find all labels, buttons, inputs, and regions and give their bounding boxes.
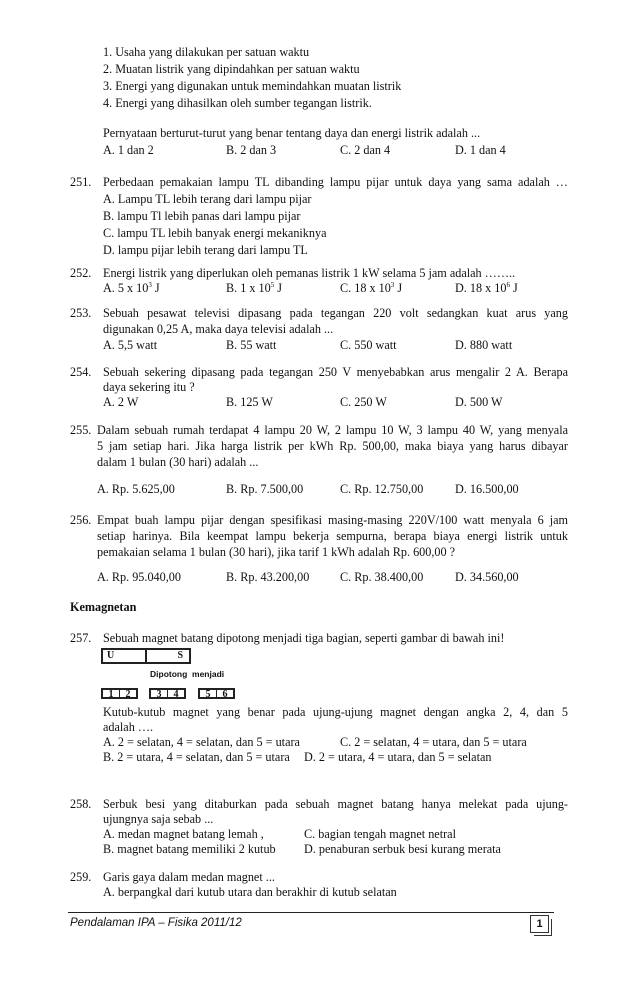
question-number: 258. — [70, 797, 92, 811]
question-number: 259. — [70, 870, 92, 884]
question-text: digunakan 0,25 A, maka daya televisi adalah ... — [103, 322, 334, 336]
option-c: C. lampu TL lebih banyak energi mekaniknya — [103, 226, 327, 240]
magnet-bar — [101, 648, 191, 664]
option-d: D. penaburan serbuk besi kurang merata — [304, 842, 501, 856]
option-b: B. 125 W — [226, 395, 273, 409]
question-text: setiap harinya. Bila keempat lampu bekerja sempurna, berapa biaya energi listrik untuk — [97, 529, 568, 543]
piece-end-label: 1 — [103, 690, 120, 697]
option-a: A. 2 = selatan, 4 = selatan, dan 5 = utara — [103, 735, 300, 749]
question-text: Dalam sebuah rumah terdapat 4 lampu 20 W, 2 lampu 10 W, 3 lampu 40 W, yang menyala — [97, 423, 568, 437]
question-text: dalam 1 bulan (30 hari) adalah ... — [97, 455, 259, 469]
option-a: A. medan magnet batang lemah , — [103, 827, 264, 841]
piece-end-label: 3 — [151, 690, 168, 697]
question-text: ujungnya saja sebab ... — [103, 812, 214, 826]
option-a: A. Lampu TL lebih terang dari lampu pijar — [103, 192, 312, 206]
question-text: Serbuk besi yang ditaburkan pada sebuah magnet batang hanya melekat pada ujung- — [103, 797, 568, 811]
option-d: D. 16.500,00 — [455, 482, 519, 496]
question-text: Sebuah sekering dipasang pada tegangan 250 V menyebabkan arus mengalir 2 A. Berapa — [103, 365, 568, 379]
piece-end-label: 2 — [125, 689, 131, 700]
option-b: B. 2 dan 3 — [226, 143, 277, 157]
option-b: B. lampu Tl lebih panas dari lampu pijar — [103, 209, 301, 223]
option-c: C. 2 = selatan, 4 = utara, dan 5 = utara — [340, 735, 527, 749]
option-c: C. Rp. 12.750,00 — [340, 482, 424, 496]
question-number: 254. — [70, 365, 92, 379]
piece-end-label: 5 — [200, 690, 217, 697]
question-text: pemakaian selama 1 bulan (30 hari), jika tarif 1 kWh adalah Rp. 600,00 ? — [97, 545, 456, 559]
piece-end-label: 6 — [222, 689, 228, 700]
magnet-piece — [198, 688, 235, 699]
question-text: 5 jam setiap hari. Jika harga listrik per kWh Rp. 500,00, maka biaya yang harus dibayar — [97, 439, 568, 453]
option-c: C. 2 dan 4 — [340, 143, 391, 157]
option-d: D. 500 W — [455, 395, 503, 409]
option-a: A. Rp. 95.040,00 — [97, 570, 181, 584]
footer-text: Pendalaman IPA – Fisika 2011/12 — [70, 917, 242, 929]
question-number: 256. — [70, 513, 92, 527]
magnet-piece — [101, 688, 138, 699]
intro-item: 2. Muatan listrik yang dipindahkan per satuan waktu — [103, 62, 360, 76]
option-c: C. 18 x $10^3$ J — [340, 281, 403, 295]
question-number: 251. — [70, 175, 92, 189]
option-d: D. 18 x $10^6$ J — [455, 281, 518, 295]
intro-item: 4. Energi yang dihasilkan oleh sumber tegangan listrik. — [103, 96, 372, 110]
intro-item: 1. Usaha yang dilakukan per satuan waktu — [103, 45, 310, 59]
section-title: Kemagnetan — [70, 600, 137, 614]
option-b: B. 1 x $10^5$ J — [226, 281, 282, 295]
question-text: daya sekering itu ? — [103, 380, 195, 394]
intro-item: 3. Energi yang digunakan untuk memindahkan muatan listrik — [103, 79, 402, 93]
question-number: 252. — [70, 266, 92, 280]
option-b: B. Rp. 43.200,00 — [226, 570, 310, 584]
question-text: Kutub-kutub magnet yang benar pada ujung-ujung magnet dengan angka 2, 4, dan 5 — [103, 705, 568, 719]
intro-question: Pernyataan berturut-turut yang benar tentang daya dan energi listrik adalah ... — [103, 126, 481, 140]
option-d: D. 880 watt — [455, 338, 513, 352]
option-d: D. 1 dan 4 — [455, 143, 506, 157]
option-d: D. 2 = utara, 4 = utara, dan 5 = selatan — [304, 750, 492, 764]
piece-end-label: 4 — [173, 689, 179, 700]
question-number: 253. — [70, 306, 92, 320]
option-c: C. Rp. 38.400,00 — [340, 570, 424, 584]
question-number: 257. — [70, 631, 92, 645]
option-d: D. lampu pijar lebih terang dari lampu TL — [103, 243, 308, 257]
question-text: Empat buah lampu pijar dengan spesifikasi masing-masing 220V/100 watt menyala 6 jam — [97, 513, 568, 527]
option-b: B. Rp. 7.500,00 — [226, 482, 304, 496]
option-a: A. berpangkal dari kutub utara dan berakhir di kutub selatan — [103, 885, 397, 899]
pole-north-label: U — [103, 650, 147, 662]
pole-south-label: S — [177, 650, 183, 661]
option-c: C. bagian tengah magnet netral — [304, 827, 456, 841]
question-text: adalah …. — [103, 720, 154, 734]
option-c: C. 250 W — [340, 395, 387, 409]
option-b: B. magnet batang memiliki 2 kutub — [103, 842, 276, 856]
option-a: A. Rp. 5.625,00 — [97, 482, 175, 496]
option-a: A. 2 W — [103, 395, 139, 409]
option-b: B. 55 watt — [226, 338, 277, 352]
option-b: B. 2 = utara, 4 = selatan, dan 5 = utara — [103, 750, 290, 764]
figure-caption: Dipotong menjadi — [150, 669, 225, 679]
question-text: Garis gaya dalam medan magnet ... — [103, 870, 275, 884]
page-number: 1 — [530, 915, 549, 933]
footer-divider — [68, 912, 554, 913]
question-text: Energi listrik yang diperlukan oleh pemanas listrik 1 kW selama 5 jam adalah …….. — [103, 266, 516, 280]
question-number: 255. — [70, 423, 92, 437]
option-a: A. 5 x $10^3$ J — [103, 281, 160, 295]
magnet-piece — [149, 688, 186, 699]
question-text: Sebuah magnet batang dipotong menjadi tiga bagian, seperti gambar di bawah ini! — [103, 631, 505, 645]
option-c: C. 550 watt — [340, 338, 397, 352]
option-a: A. 1 dan 2 — [103, 143, 154, 157]
question-text: Perbedaan pemakaian lampu TL dibanding lampu pijar untuk daya yang sama adalah … — [103, 175, 568, 189]
question-text: Sebuah pesawat televisi dipasang pada tegangan 220 volt sedangkan kuat arus yang — [103, 306, 568, 320]
option-d: D. 34.560,00 — [455, 570, 519, 584]
option-a: A. 5,5 watt — [103, 338, 158, 352]
